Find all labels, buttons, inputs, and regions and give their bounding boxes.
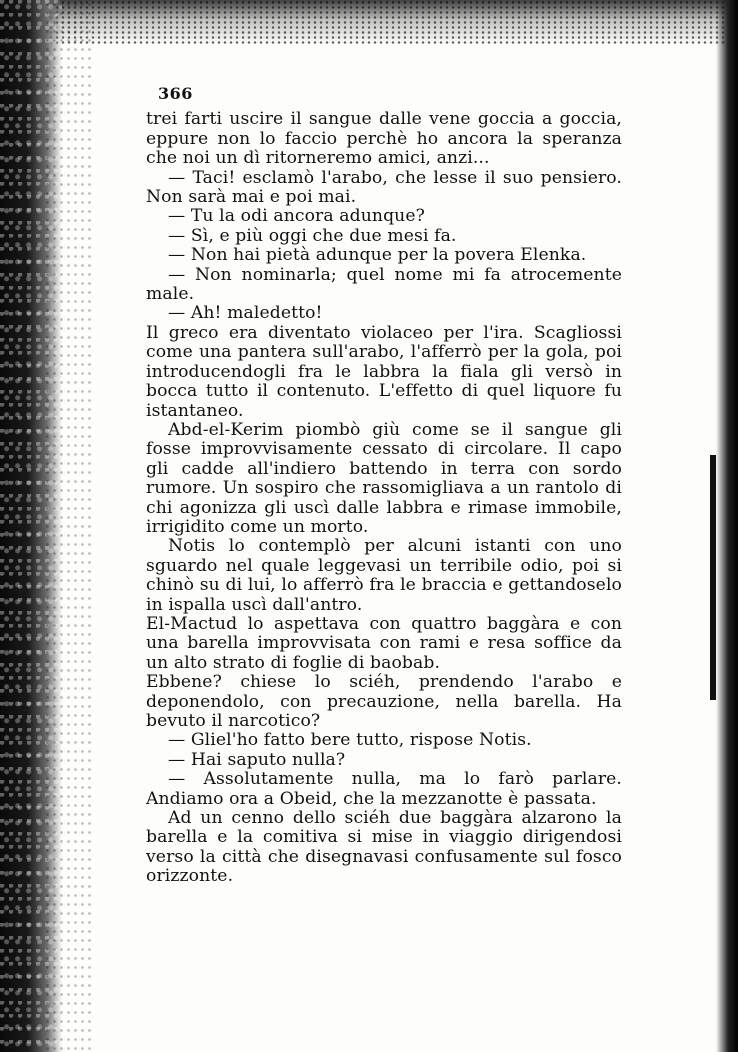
paragraph-dialogue: — Taci! esclamò l'arabo, che lesse il suo pensiero. Non sarà mai e poi mai. xyxy=(146,167,622,208)
paragraph-dialogue: — Tu la odi ancora adunque? xyxy=(168,206,425,227)
paragraph-narrative: Ad un cenno dello sciéh due baggàra alzarono la barella e la comitiva si mise in viaggio dirigendosi verso la città che disegnavasi confusamente sul fosco orizzonte. xyxy=(146,808,622,887)
paragraph-continuation: trei farti uscire il sangue dalle vene goccia a goccia, eppure non lo faccio perchè ho ancora la speranza che noi un dì ritorneremo amici, anzi... xyxy=(146,109,622,169)
paragraph-dialogue: — Assolutamente nulla, ma lo farò parlare. Andiamo ora a Obeid, che la mezzanotte è passata. xyxy=(146,769,622,809)
right-margin-mark xyxy=(710,455,716,700)
paragraph-narrative: Notis lo contemplò per alcuni istanti con uno sguardo nel quale leggevasi un terribile odio, poi si chinò su di lui, lo afferrò fra le braccia e gettandoselo in ispalla uscì dall'antro. xyxy=(146,536,622,615)
paragraph-dialogue: — Gliel'ho fatto bere tutto, rispose Notis. xyxy=(168,730,532,751)
top-scan-edge xyxy=(0,0,738,44)
right-scan-edge xyxy=(716,0,738,1052)
paragraph-dialogue: — Hai saputo nulla? xyxy=(168,749,346,770)
paragraph-narrative: Abd-el-Kerim piombò giù come se il sangue gli fosse improvvisamente cessato di circolare. Il capo gli cadde all'indiero battendo in terra con sordo rumore. Un sospiro che rassomigliava a un rantolo di chi agonizza gli uscì dalle labbra e rimase immobile, irrigidito come un morto. xyxy=(146,419,622,537)
paragraph-dialogue: — Sì, e più oggi che due mesi fa. xyxy=(168,225,457,246)
paragraph-narrative: El-Mactud lo aspettava con quattro baggàra e con una barella improvvisata con rami e resa soffice da un alto strato di foglie di baobab. xyxy=(146,613,622,673)
paragraph-dialogue: — Non nominarla; quel nome mi fa atrocemente male. xyxy=(146,264,622,305)
paragraph-narrative: Ebbene? chiese lo sciéh, prendendo l'arabo e deponendolo, con precauzione, nella barella. Ha bevuto il narcotico? xyxy=(146,672,622,731)
paragraph-dialogue: — Ah! maledetto! xyxy=(168,303,323,324)
page-number: 366 xyxy=(158,84,193,103)
book-text-block xyxy=(146,84,622,887)
paragraph-narrative: Il greco era diventato violaceo per l'ira. Scagliossi come una pantera sull'arabo, l'afferrò per la gola, poi introducendogli fra le labbra la fiala gli versò in bocca tutto il contenuto. L'effetto di quel liquore fu istantaneo. xyxy=(146,322,622,421)
left-scan-speckle xyxy=(44,0,92,1052)
paragraph-dialogue: — Non hai pietà adunque per la povera Elenka. xyxy=(168,245,587,266)
